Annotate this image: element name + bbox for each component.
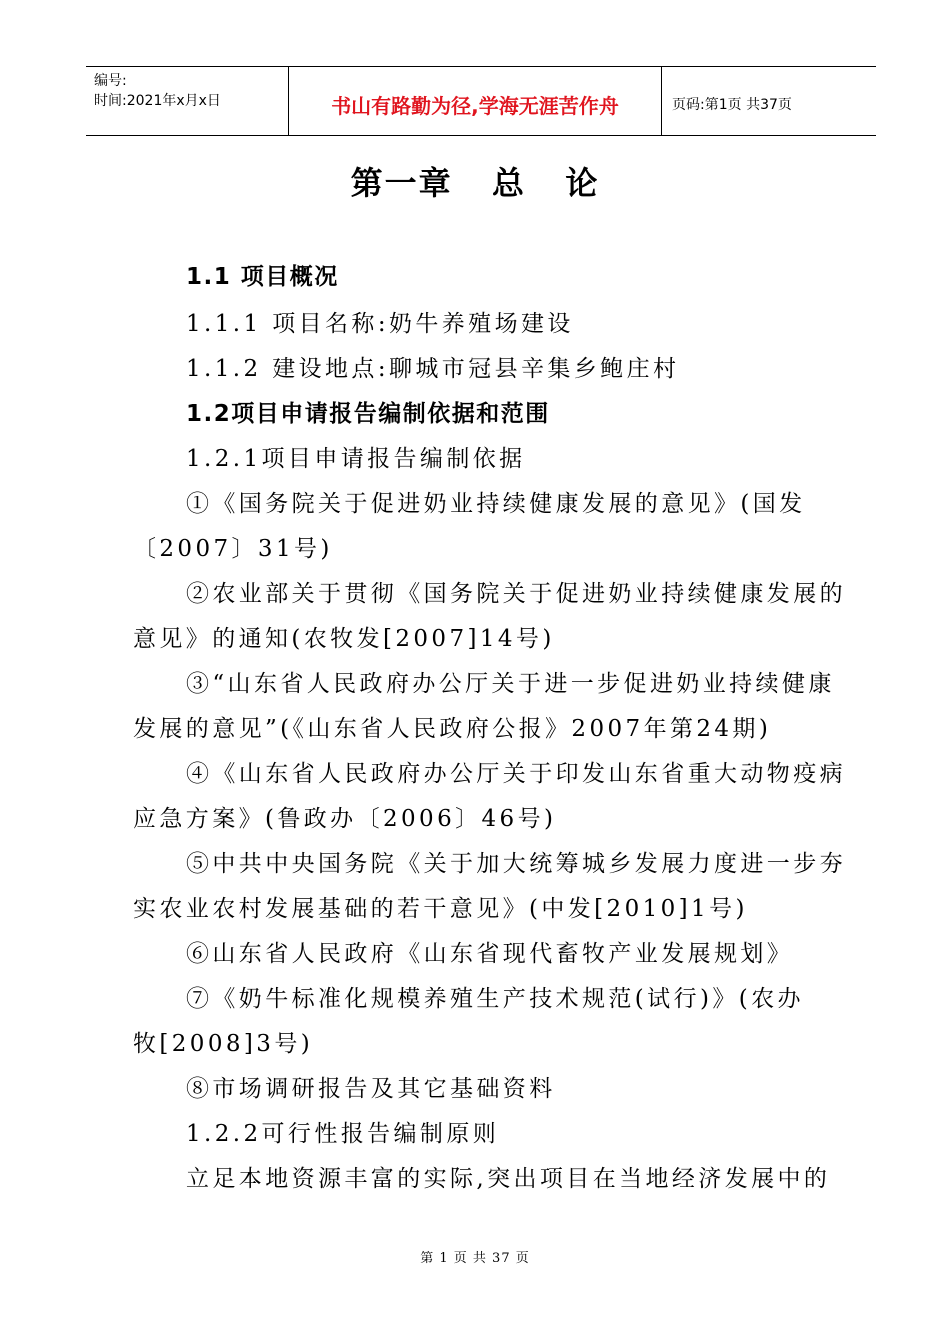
text-line: ⑥山东省人民政府《山东省现代畜牧产业发展规划》: [186, 941, 794, 967]
text-line: 1.2.2可行性报告编制原则: [186, 1121, 500, 1147]
text-line: ①《国务院关于促进奶业持续健康发展的意见》(国发: [186, 491, 806, 517]
text-line: 应急方案》(鲁政办〔2006〕46号): [133, 806, 557, 832]
chapter-title: 第一章 总 论: [350, 164, 600, 202]
text-line: 〔2007〕31号): [133, 536, 333, 562]
text-line: 1.2.1项目申请报告编制依据: [186, 446, 526, 472]
text-line: 立足本地资源丰富的实际,突出项目在当地经济发展中的: [186, 1166, 831, 1192]
page-footer: 第 1 页 共 37 页: [420, 1251, 530, 1266]
text-line: 实农业农村发展基础的若干意见》(中发[2010]1号): [133, 896, 748, 922]
text-line: ④《山东省人民政府办公厅关于印发山东省重大动物疫病: [186, 761, 846, 787]
text-line: 发展的意见”(《山东省人民政府公报》2007年第24期): [133, 716, 772, 742]
header-motto: 书山有路勤为径,学海无涯苦作舟: [289, 67, 662, 135]
section-heading: 1.2项目申请报告编制依据和范围: [186, 401, 550, 427]
text-line: ②农业部关于贯彻《国务院关于促进奶业持续健康发展的: [186, 581, 846, 607]
text-line: 1.1.1 项目名称:奶牛养殖场建设: [186, 311, 574, 337]
page-header: [86, 66, 876, 136]
text-line: ⑧市场调研报告及其它基础资料: [186, 1076, 556, 1102]
section-heading: 1.1 项目概况: [186, 264, 339, 290]
header-page-info: 页码:第1页 共37页: [672, 97, 792, 113]
time-label: 时间:2021年x月x日: [94, 93, 221, 109]
text-line: ⑤中共中央国务院《关于加大统筹城乡发展力度进一步夯: [186, 851, 846, 877]
text-line: ⑦《奶牛标准化规模养殖生产技术规范(试行)》(农办: [186, 986, 804, 1012]
text-line: 意见》的通知(农牧发[2007]14号): [133, 626, 555, 652]
text-line: ③“山东省人民政府办公厅关于进一步促进奶业持续健康: [186, 671, 835, 697]
header-meta: [86, 67, 289, 135]
text-line: 牧[2008]3号): [133, 1031, 314, 1057]
text-line: 1.1.2 建设地点:聊城市冠县辛集乡鲍庄村: [186, 356, 680, 382]
number-label: 编号:: [94, 73, 127, 89]
